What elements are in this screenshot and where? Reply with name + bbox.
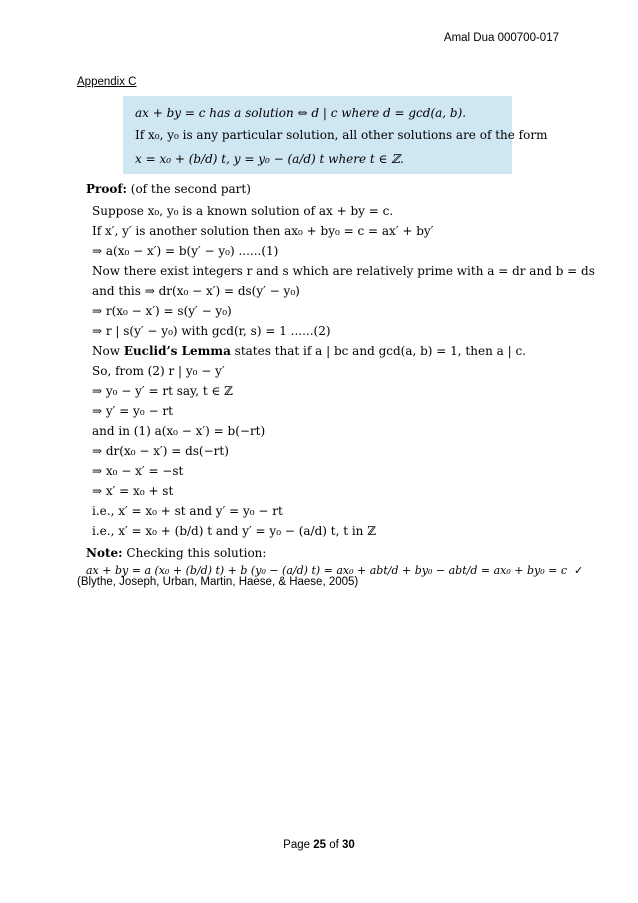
note-check-equation: ax + by = a (x₀ + (b/d) t) + b (y₀ − (a/d) t) = ax₀ + abt/d + by₀ − abt/d = ax₀ + by₀ = c	[86, 564, 567, 577]
proof-line: i.e., x′ = x₀ + st and y′ = y₀ − rt	[92, 504, 283, 518]
proof-label: Proof:	[86, 182, 127, 196]
page-of: of	[326, 839, 343, 851]
page-header: Amal Dua 000700-017	[443, 32, 559, 44]
proof-line: Suppose x₀, y₀ is a known solution of ax + by = c.	[92, 204, 394, 218]
proof-line: ⇒ x₀ − x′ = −st	[92, 464, 184, 478]
euclid-rest: states that if a | bc and gcd(a, b) = 1, then a | c.	[230, 344, 526, 358]
proof-line: and in (1) a(x₀ − x′) = b(−rt)	[92, 424, 266, 438]
theorem-box	[123, 96, 548, 174]
page-prefix: Page	[283, 839, 314, 851]
proof-line: If x′, y′ is another solution then ax₀ + by₀ = c = ax′ + by′	[92, 224, 434, 238]
theorem-line-3: x = x₀ + (b/d) t, y = y₀ − (a/d) t where t ∈ ℤ.	[135, 152, 404, 166]
check-mark-icon: ✓	[574, 564, 584, 577]
note-label: Note:	[86, 546, 123, 560]
theorem-line-1: ax + by = c has a solution ⇔ d | c where d = gcd(a, b).	[135, 106, 467, 120]
note-heading	[86, 546, 266, 560]
proof-heading	[86, 182, 251, 196]
proof-line: ⇒ dr(x₀ − x′) = ds(−rt)	[92, 444, 229, 458]
proof-line: ⇒ a(x₀ − x′) = b(y′ − y₀) ......(1)	[92, 244, 279, 258]
page-footer	[0, 839, 638, 851]
proof-line: ⇒ y₀ − y′ = rt say, t ∈ ℤ	[92, 384, 233, 398]
proof-line: i.e., x′ = x₀ + (b/d) t and y′ = y₀ − (a/d) t, t in ℤ	[92, 524, 376, 538]
proof-line: ⇒ r | s(y′ − y₀) with gcd(r, s) = 1 ......(2)	[92, 324, 331, 338]
proof-line: Now there exist integers r and s which are relatively prime with a = dr and b = ds	[92, 264, 595, 278]
total-pages: 30	[342, 839, 355, 851]
proof-line: So, from (2) r | y₀ − y′	[92, 364, 225, 378]
proof-line: ⇒ r(x₀ − x′) = s(y′ − y₀)	[92, 304, 232, 318]
euclid-lemma-line	[92, 344, 526, 358]
theorem-line-2: If x₀, y₀ is any particular solution, all other solutions are of the form	[135, 128, 548, 142]
proof-line: and this ⇒ dr(x₀ − x′) = ds(y′ − y₀)	[92, 284, 300, 298]
note-rest: Checking this solution:	[122, 546, 267, 560]
proof-line: ⇒ y′ = y₀ − rt	[92, 404, 173, 418]
euclid-prefix: Now	[92, 344, 124, 358]
proof-line: ⇒ x′ = x₀ + st	[92, 484, 174, 498]
citation: (Blythe, Joseph, Urban, Martin, Haese, & Haese, 2005)	[77, 576, 359, 588]
proof-heading-rest: (of the second part)	[126, 182, 251, 196]
appendix-title: Appendix C	[77, 76, 137, 88]
page-number: 25	[313, 839, 327, 851]
euclid-lemma-bold: Euclid’s Lemma	[123, 344, 231, 358]
